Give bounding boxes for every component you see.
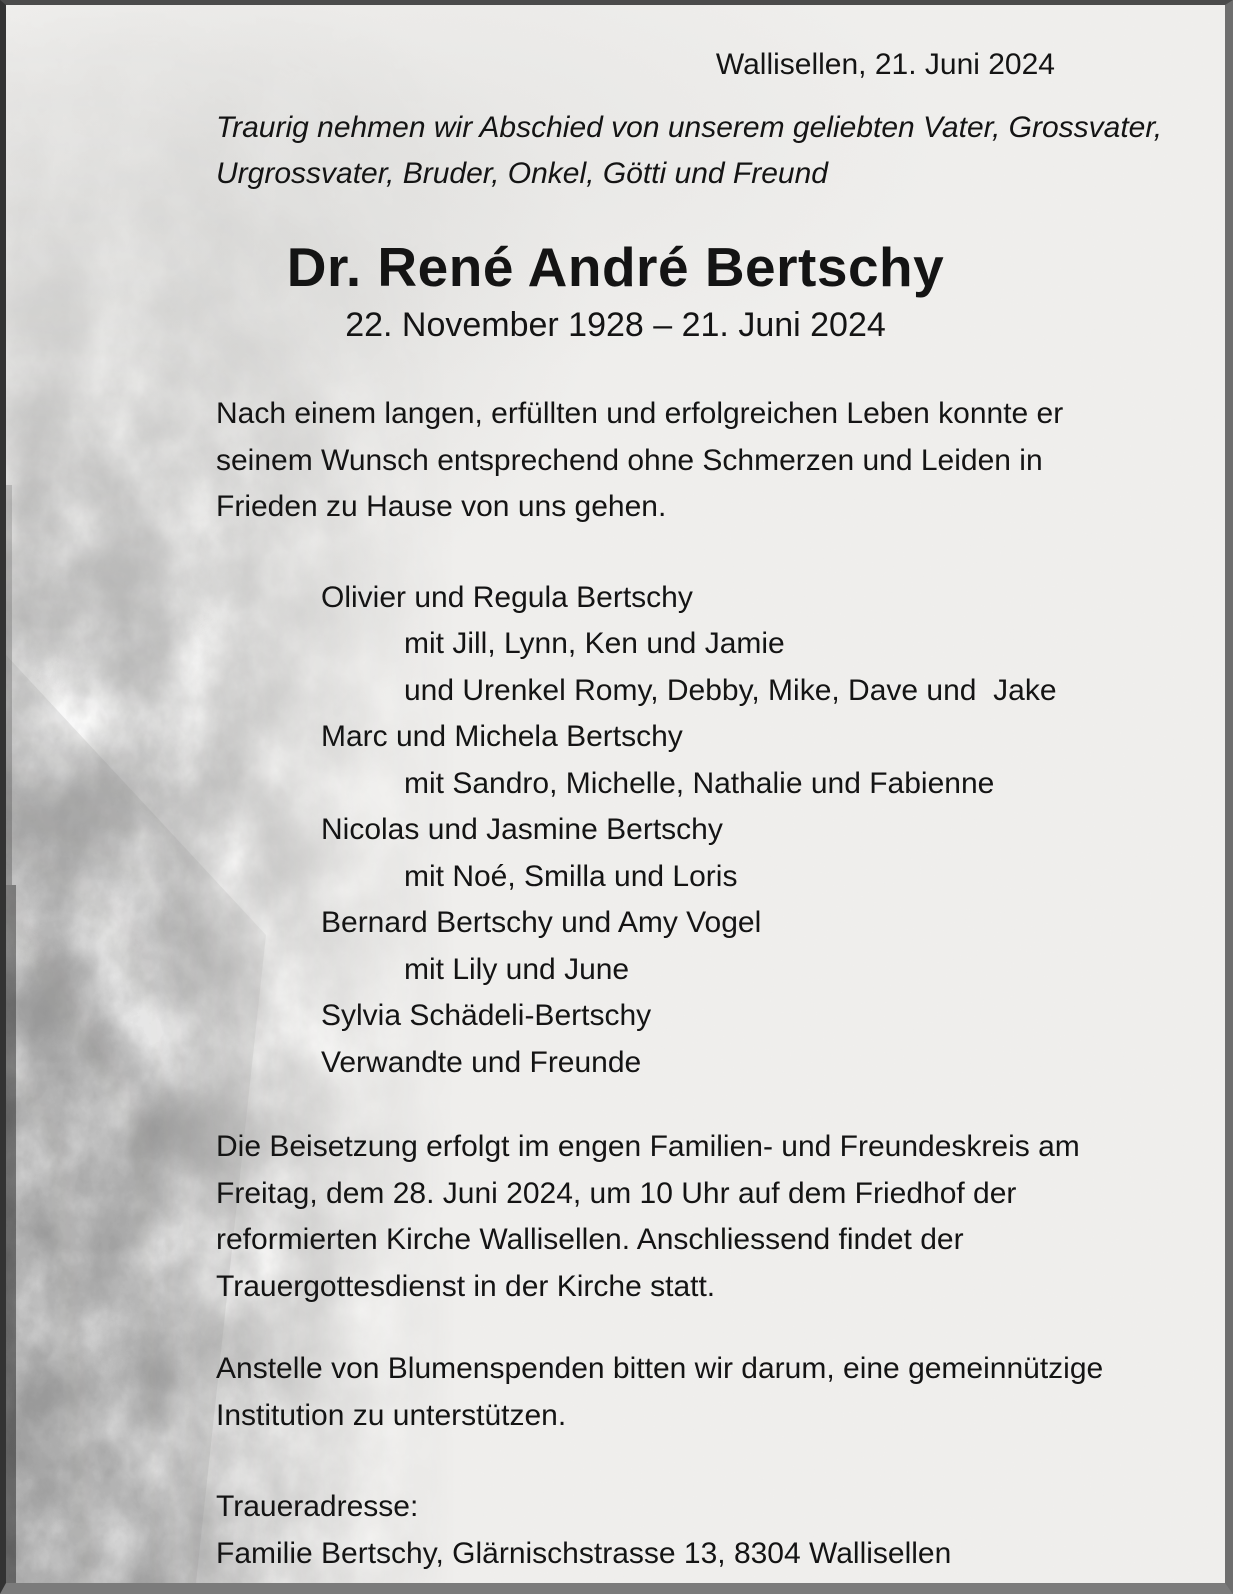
family-entry: Sylvia Schädeli-Bertschy <box>321 999 652 1032</box>
notice-content <box>6 5 1225 1577</box>
family-entry: mit Sandro, Michelle, Nathalie und Fabienne <box>404 766 995 800</box>
passing-line-2: seinem Wunsch entsprechend ohne Schmerzen und Leiden in <box>216 443 1043 477</box>
deceased-name: Dr. René André Bertschy <box>286 236 945 298</box>
intro-line-2: Urgrossvater, Bruder, Onkel, Götti und Freund <box>216 157 828 190</box>
mourning-address-value: Familie Bertschy, Glärnischstrasse 13, 8304 Wallisellen <box>216 1536 952 1570</box>
donation-line-1: Anstelle von Blumenspenden bitten wir darum, eine gemeinnützige <box>216 1352 1104 1385</box>
deceased-block <box>6 237 1225 347</box>
family-list <box>216 575 1225 1087</box>
passing-line-1: Nach einem langen, erfüllten und erfolgreichen Leben konnte er <box>216 397 1064 430</box>
passing-line-3: Frieden zu Hause von uns gehen. <box>216 490 667 523</box>
family-entry: Verwandte und Freunde <box>321 1045 642 1079</box>
funeral-line-4: Trauergottesdienst in der Kirche statt. <box>216 1269 716 1303</box>
intro-line-1: Traurig nehmen wir Abschied von unserem geliebten Vater, Grossvater, <box>216 111 1163 144</box>
funeral-line-2: Freitag, dem 28. Juni 2024, um 10 Uhr auf dem Friedhof der <box>216 1176 1017 1210</box>
funeral-line-1: Die Beisetzung erfolgt im engen Familien- und Freundeskreis am <box>216 1130 1080 1163</box>
funeral-line-3: reformierten Kirche Wallisellen. Anschliessend findet der <box>216 1223 964 1256</box>
funeral-paragraph <box>216 1124 1225 1310</box>
family-entry: Marc und Michela Bertschy <box>321 720 683 753</box>
deceased-lifespan: 22. November 1928 – 21. Juni 2024 <box>345 306 886 344</box>
family-entry: Bernard Bertschy und Amy Vogel <box>321 906 762 939</box>
intro-text <box>216 105 1225 197</box>
family-entry: mit Noé, Smilla und Loris <box>404 859 738 893</box>
dateline: Wallisellen, 21. Juni 2024 <box>715 48 1055 81</box>
family-entry: Nicolas und Jasmine Bertschy <box>321 813 723 846</box>
family-entry: Olivier und Regula Bertschy <box>321 580 693 614</box>
mourning-address-label: Traueradresse: <box>216 1490 419 1523</box>
donation-paragraph <box>216 1346 1225 1439</box>
family-entry: mit Lily und June <box>404 952 630 986</box>
family-entry: mit Jill, Lynn, Ken und Jamie <box>404 627 785 660</box>
family-entry: und Urenkel Romy, Debby, Mike, Dave und Jake <box>404 673 1057 707</box>
donation-line-2: Institution zu unterstützen. <box>216 1398 567 1432</box>
passing-paragraph <box>216 391 1225 531</box>
mourning-address <box>216 1484 1225 1577</box>
